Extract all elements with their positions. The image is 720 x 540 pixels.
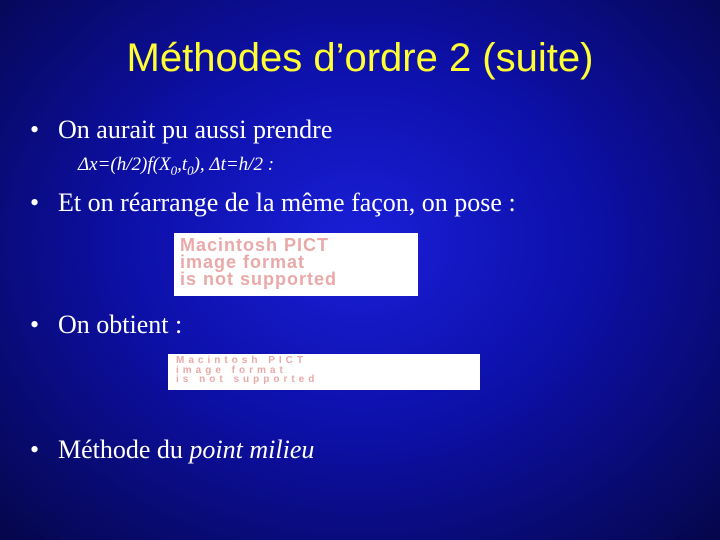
formula-line bbox=[78, 152, 274, 184]
bullet-text: On aurait pu aussi prendre bbox=[58, 115, 333, 144]
bullet-dot: • bbox=[30, 188, 40, 217]
bullet-dot: • bbox=[30, 310, 40, 339]
pict-placeholder-image bbox=[168, 354, 480, 390]
pict-line: is not supported bbox=[180, 269, 337, 290]
formula-part: ), Δt=h/2 : bbox=[193, 154, 275, 175]
pict-line: image format bbox=[176, 364, 287, 376]
pict-placeholder-text bbox=[176, 356, 474, 386]
bullet-text: Méthode du bbox=[58, 435, 190, 464]
bullet-item-1 bbox=[30, 114, 332, 146]
pict-placeholder-image bbox=[174, 233, 418, 296]
bullet-text: On obtient : bbox=[58, 310, 183, 339]
bullet-text-italic: point milieu bbox=[189, 435, 315, 464]
formula-part: Δx=(h/2)f(X bbox=[78, 154, 171, 175]
formula-part: ,t bbox=[177, 154, 188, 175]
pict-line: image format bbox=[180, 252, 306, 273]
bullet-item-2 bbox=[30, 187, 516, 219]
bullet-dot: • bbox=[30, 435, 40, 464]
pict-line: is not supported bbox=[176, 374, 319, 385]
pict-line: Macintosh PICT bbox=[176, 355, 308, 366]
pict-line: Macintosh PICT bbox=[180, 235, 330, 255]
pict-placeholder-text bbox=[180, 237, 412, 292]
bullet-text: Et on réarrange de la même façon, on pose : bbox=[58, 188, 516, 217]
formula-subscript: 0 bbox=[187, 162, 194, 178]
bullet-dot: • bbox=[30, 115, 40, 144]
formula-subscript: 0 bbox=[170, 162, 178, 178]
slide-title: Méthodes d’ordre 2 (suite) bbox=[126, 36, 594, 80]
bullet-item-4 bbox=[30, 434, 314, 466]
bullet-item-3 bbox=[30, 309, 182, 341]
